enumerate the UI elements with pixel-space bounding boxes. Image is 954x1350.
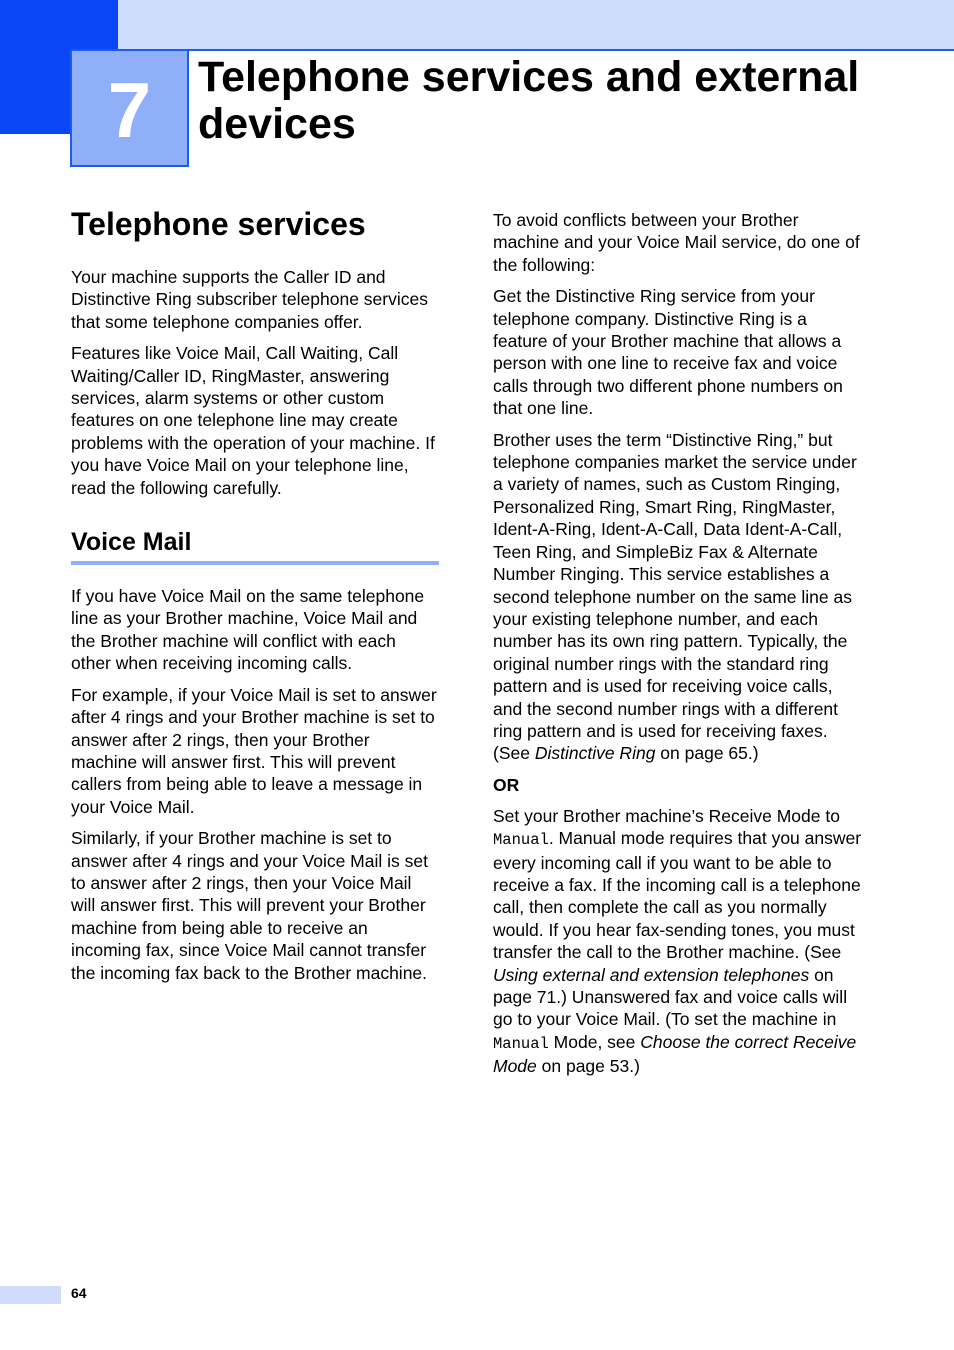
p4-part-e: on page 53.) xyxy=(536,1056,640,1077)
p3-tail: on page 65.) xyxy=(655,743,759,764)
intro-paragraph-2: Features like Voice Mail, Call Waiting, Call Waiting/Caller ID, RingMaster, answering services, alarm systems or other custom features on one telephone line may create problems with the operation of your machine. If you have Voice Mail on your telephone line, read the following carefully. xyxy=(71,343,435,498)
left-column xyxy=(71,204,439,993)
right-column xyxy=(493,209,863,1087)
distinctive-ring-ref: Distinctive Ring xyxy=(534,743,656,764)
p4-part-b: . Manual mode requires that you answer every incoming call if you want to be able to receive a fax. If the incoming call is a telephone call, then complete the call as you normally would. If you hear fax-sending tones, you must transfer the call to the Brother machine. (See xyxy=(493,828,862,963)
footer-tab xyxy=(0,1286,61,1304)
right-paragraph-4 xyxy=(493,805,863,1078)
manual-mode-text-2: Manual xyxy=(493,1034,549,1053)
voice-mail-heading: Voice Mail xyxy=(71,527,439,565)
p4-part-d: Mode, see xyxy=(548,1031,641,1052)
chapter-number: 7 xyxy=(107,66,152,154)
page-number: 64 xyxy=(71,1285,87,1301)
voice-mail-heading-wrap xyxy=(71,527,439,565)
p4-part-a: Set your Brother machine’s Receive Mode to xyxy=(493,805,840,826)
chapter-number-box xyxy=(70,49,189,167)
right-paragraph-2: Get the Distinctive Ring service from your telephone company. Distinctive Ring is a feature of your Brother machine that allows a person with one line to receive fax and voice calls through two different phone numbers on that one line. xyxy=(493,286,843,419)
chapter-title: Telephone services and external devices xyxy=(198,53,860,148)
right-paragraph-1: To avoid conflicts between your Brother machine and your Voice Mail service, do one of the following: xyxy=(493,210,860,275)
right-paragraph-3 xyxy=(493,429,863,765)
header-band xyxy=(118,0,954,51)
section-title: Telephone services xyxy=(71,206,366,242)
voice-mail-paragraph-3: Similarly, if your Brother machine is set to answer after 4 rings and your Voice Mail is set to answer after 2 rings, then your Voice Mail will answer first. This will prevent your Brother machine from being able to receive an incoming fax, since Voice Mail cannot transfer the incoming fax back to the Brother machine. xyxy=(71,828,428,983)
p4-part-c: on page 71.) Unanswered fax and voice calls will go to your Voice Mail. (To set the machine in xyxy=(493,964,848,1030)
manual-mode-text-1: Manual xyxy=(493,831,549,850)
p3-text: Brother uses the term “Distinctive Ring,” but telephone companies market the service under a variety of names, such as Custom Ringing, Personalized Ring, Smart Ring, RingMaster, Ident-A-Ring, Ident-A-Call, Data Ident-A-Call, Teen Ring, and SimpleBiz Fax & Alternate Number Ringing. This service establishes a second telephone number on the same line as your existing telephone number, and each number has its own ring pattern. Typically, the original number rings with the standard ring pattern and is used for receiving voice calls, and the second number rings with a different ring pattern and is used for receiving faxes. (See xyxy=(493,429,857,764)
voice-mail-paragraph-2: For example, if your Voice Mail is set to answer after 4 rings and your Brother machine is set to answer after 2 rings, then your Brother machine will answer first. This will prevent callers from being able to leave a message in your Voice Mail. xyxy=(71,684,437,817)
external-telephones-ref: Using external and extension telephones xyxy=(493,964,810,985)
intro-paragraph-1: Your machine supports the Caller ID and Distinctive Ring subscriber telephone services that some telephone companies offer. xyxy=(71,267,428,332)
voice-mail-paragraph-1: If you have Voice Mail on the same telephone line as your Brother machine, Voice Mail and the Brother machine will conflict with each other when receiving incoming calls. xyxy=(71,586,425,674)
receive-mode-ref: Choose the correct Receive Mode xyxy=(493,1031,857,1077)
or-label: OR xyxy=(493,774,520,795)
